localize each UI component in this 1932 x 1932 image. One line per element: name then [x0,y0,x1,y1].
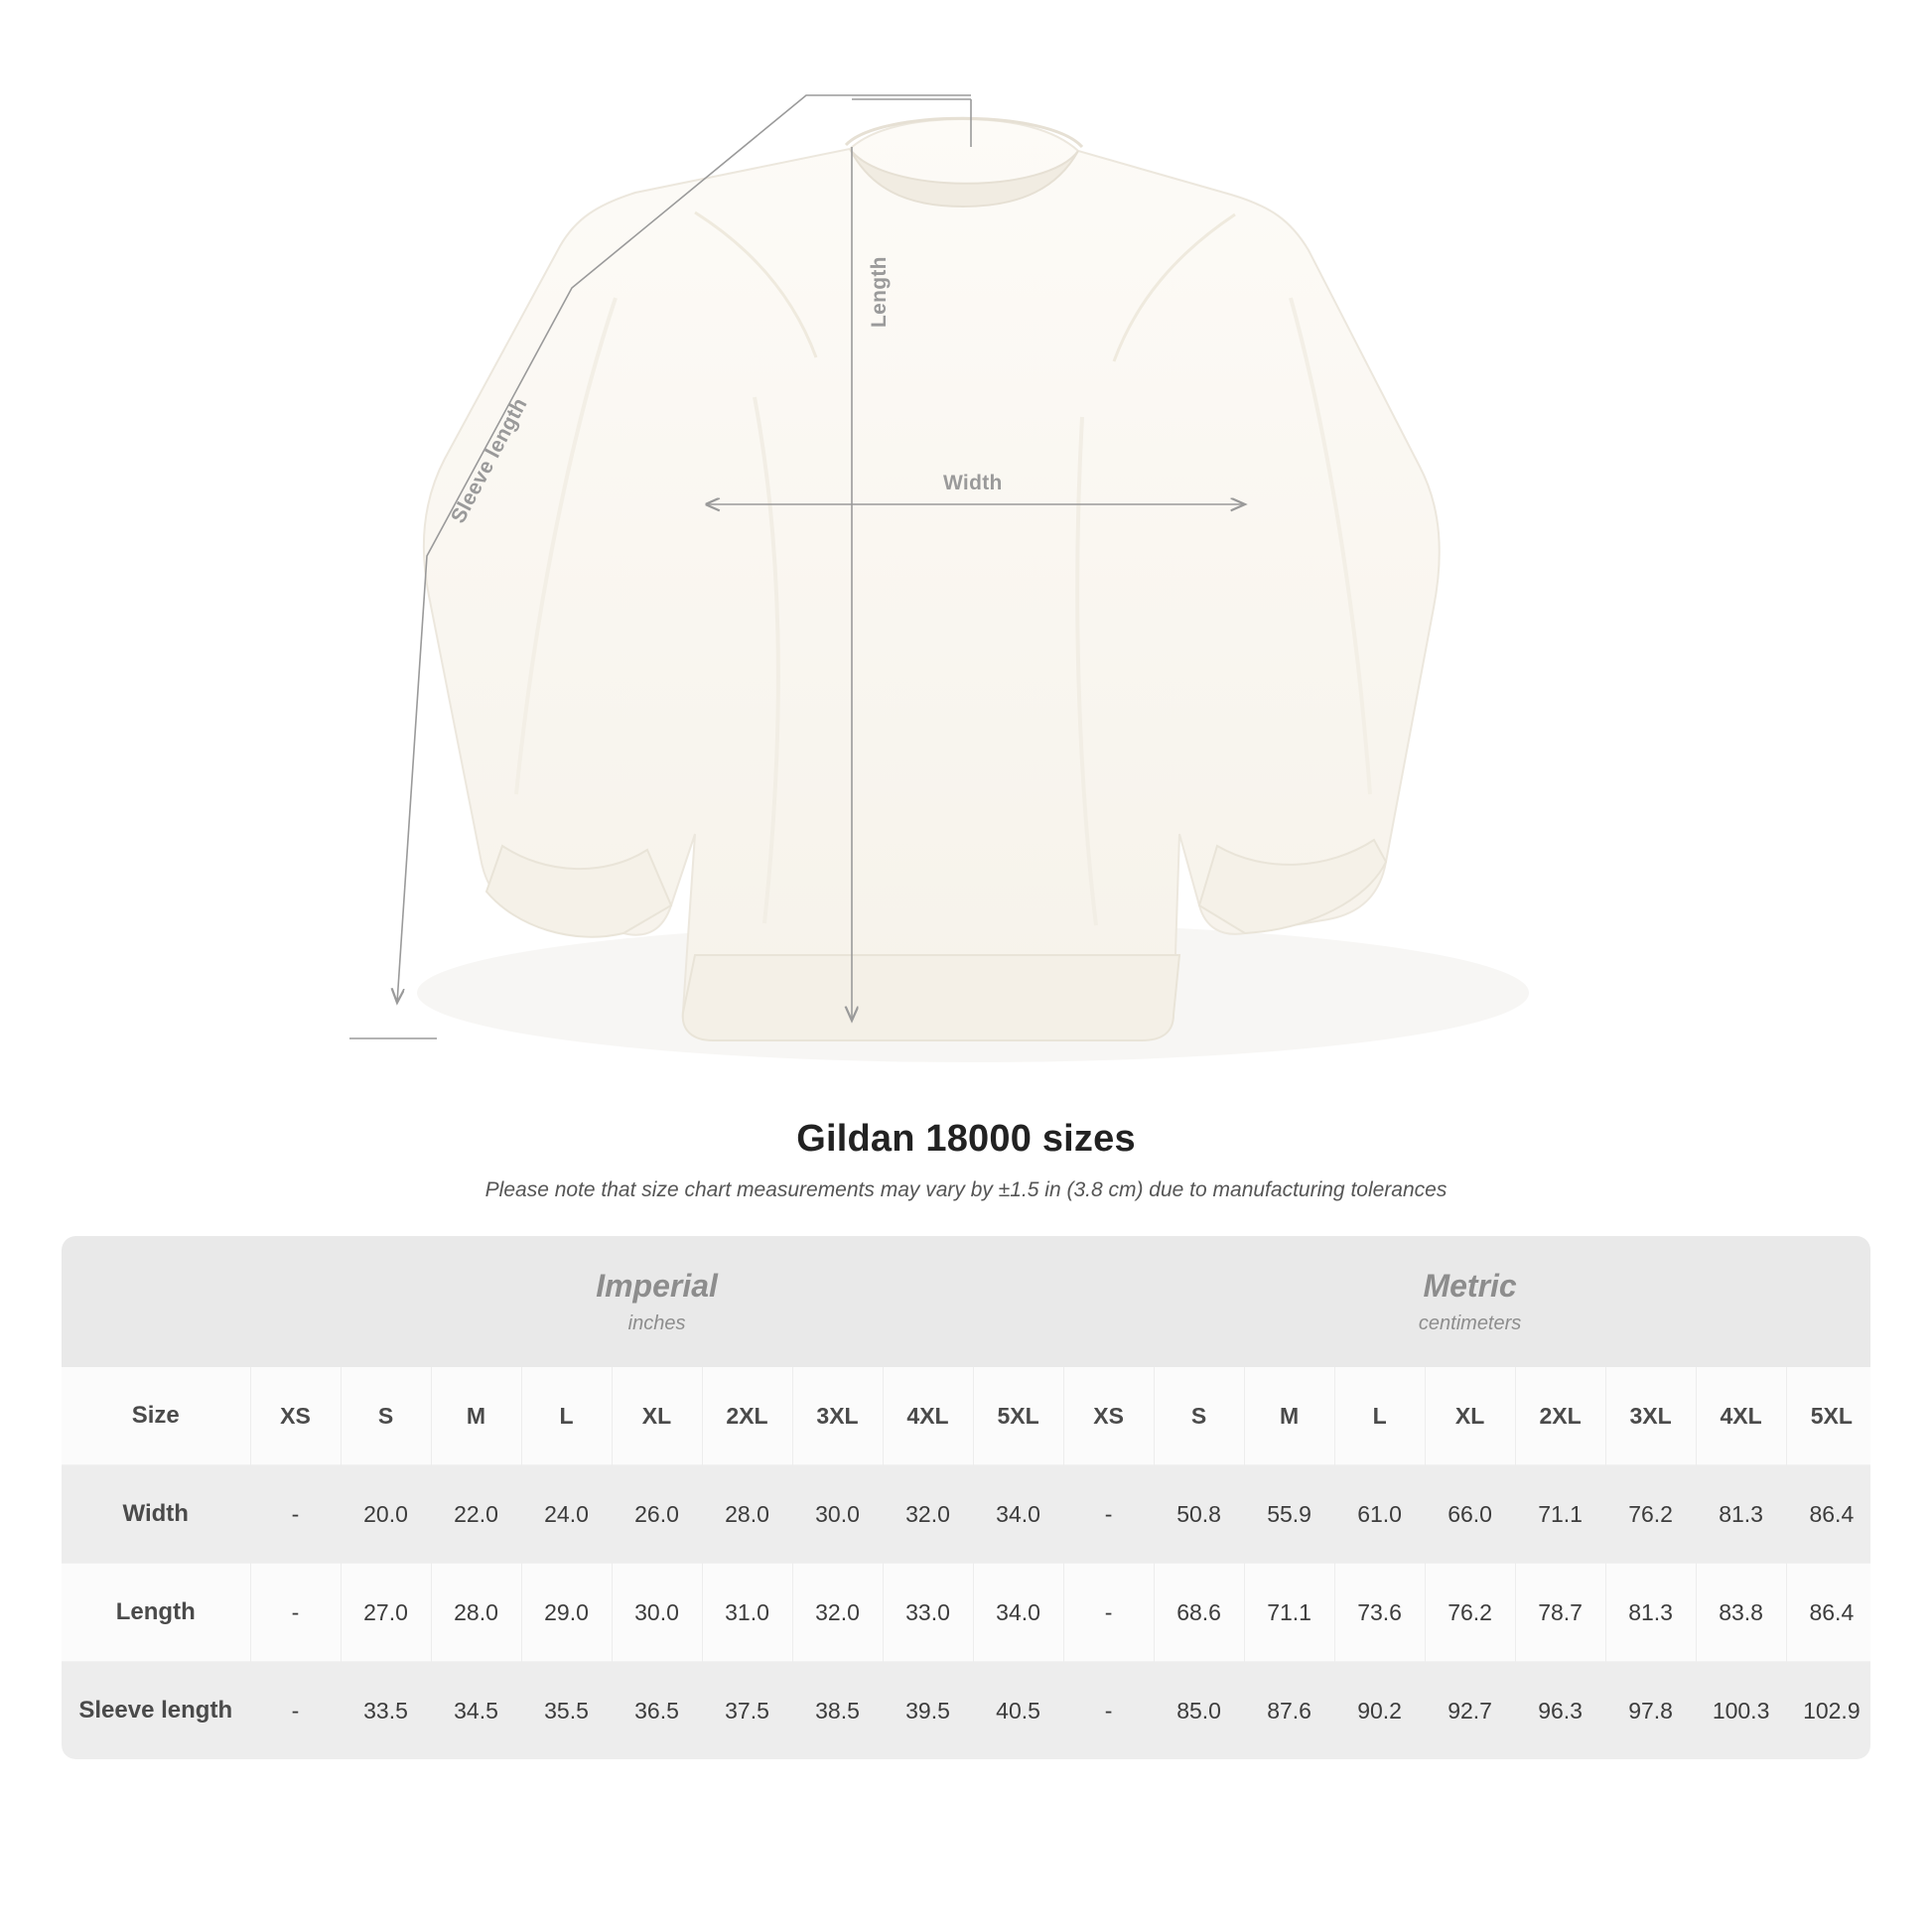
cell-width-10: 50.8 [1154,1465,1244,1564]
column-header-3xl-metric: 3XL [1605,1367,1696,1465]
cell-width-8: 34.0 [973,1465,1063,1564]
column-header-xs-imperial: XS [250,1367,341,1465]
cell-sleeve-6: 38.5 [792,1662,883,1760]
cell-length-7: 33.0 [883,1564,973,1662]
cell-sleeve-0: - [250,1662,341,1760]
unit-spacer [62,1236,250,1367]
unit-header-row [62,1236,1870,1367]
cell-sleeve-5: 37.5 [702,1662,792,1760]
cell-sleeve-8: 40.5 [973,1662,1063,1760]
cell-width-14: 71.1 [1515,1465,1605,1564]
cell-length-13: 76.2 [1425,1564,1515,1662]
table-header-row [62,1367,1870,1465]
column-header-s-imperial: S [341,1367,431,1465]
cell-length-17: 86.4 [1786,1564,1870,1662]
cell-length-5: 31.0 [702,1564,792,1662]
column-header-5xl-metric: 5XL [1786,1367,1870,1465]
column-header-xl-metric: XL [1425,1367,1515,1465]
column-header-l-metric: L [1334,1367,1425,1465]
table-row [62,1564,1870,1662]
cell-length-0: - [250,1564,341,1662]
row-label-sleeve-length: Sleeve length [62,1662,250,1760]
cell-length-12: 73.6 [1334,1564,1425,1662]
cell-width-13: 66.0 [1425,1465,1515,1564]
column-header-2xl-imperial: 2XL [702,1367,792,1465]
cell-length-16: 83.8 [1696,1564,1786,1662]
cell-sleeve-16: 100.3 [1696,1662,1786,1760]
row-label-width: Width [62,1465,250,1564]
cell-width-3: 24.0 [521,1465,612,1564]
column-header-size: Size [62,1367,250,1465]
column-header-m-metric: M [1244,1367,1334,1465]
cell-sleeve-11: 87.6 [1244,1662,1334,1760]
page-title: Gildan 18000 sizes [796,1118,1136,1160]
cell-sleeve-15: 97.8 [1605,1662,1696,1760]
cell-width-15: 76.2 [1605,1465,1696,1564]
cell-width-4: 26.0 [612,1465,702,1564]
cell-width-5: 28.0 [702,1465,792,1564]
cell-sleeve-4: 36.5 [612,1662,702,1760]
cell-sleeve-2: 34.5 [431,1662,521,1760]
cell-width-1: 20.0 [341,1465,431,1564]
cell-width-12: 61.0 [1334,1465,1425,1564]
size-table-wrapper [62,1236,1870,1759]
cell-sleeve-9: - [1063,1662,1154,1760]
cell-width-16: 81.3 [1696,1465,1786,1564]
unit-imperial-name: Imperial [596,1268,718,1304]
column-header-xs-metric: XS [1063,1367,1154,1465]
cell-width-7: 32.0 [883,1465,973,1564]
cell-width-17: 86.4 [1786,1465,1870,1564]
cell-sleeve-3: 35.5 [521,1662,612,1760]
cell-width-2: 22.0 [431,1465,521,1564]
cell-width-9: - [1063,1465,1154,1564]
column-header-2xl-metric: 2XL [1515,1367,1605,1465]
column-header-5xl-imperial: 5XL [973,1367,1063,1465]
table-row [62,1662,1870,1760]
cell-sleeve-12: 90.2 [1334,1662,1425,1760]
cell-sleeve-1: 33.5 [341,1662,431,1760]
cell-length-4: 30.0 [612,1564,702,1662]
cell-width-0: - [250,1465,341,1564]
cell-length-9: - [1063,1564,1154,1662]
cell-sleeve-10: 85.0 [1154,1662,1244,1760]
cell-length-8: 34.0 [973,1564,1063,1662]
cell-length-1: 27.0 [341,1564,431,1662]
table-row [62,1465,1870,1564]
cell-length-10: 68.6 [1154,1564,1244,1662]
cell-width-11: 55.9 [1244,1465,1334,1564]
cell-length-14: 78.7 [1515,1564,1605,1662]
column-header-3xl-imperial: 3XL [792,1367,883,1465]
unit-metric-sub: centimeters [1418,1312,1522,1334]
cell-sleeve-14: 96.3 [1515,1662,1605,1760]
cell-sleeve-17: 102.9 [1786,1662,1870,1760]
unit-group-metric [1063,1236,1870,1367]
title-block [0,1118,1932,1202]
sleeve-length-dimension-label: Sleeve length [447,394,532,527]
column-header-4xl-metric: 4XL [1696,1367,1786,1465]
column-header-s-metric: S [1154,1367,1244,1465]
column-header-xl-imperial: XL [612,1367,702,1465]
cell-width-6: 30.0 [792,1465,883,1564]
unit-group-imperial [250,1236,1063,1367]
unit-metric-name: Metric [1423,1268,1517,1304]
length-dimension-label: Length [868,256,891,328]
row-label-length: Length [62,1564,250,1662]
cell-length-3: 29.0 [521,1564,612,1662]
column-header-4xl-imperial: 4XL [883,1367,973,1465]
unit-imperial-sub: inches [627,1312,686,1334]
cell-sleeve-13: 92.7 [1425,1662,1515,1760]
cell-length-2: 28.0 [431,1564,521,1662]
width-dimension-label: Width [943,472,1003,494]
column-header-l-imperial: L [521,1367,612,1465]
column-header-m-imperial: M [431,1367,521,1465]
cell-length-6: 32.0 [792,1564,883,1662]
cell-length-15: 81.3 [1605,1564,1696,1662]
cell-sleeve-7: 39.5 [883,1662,973,1760]
size-table [62,1236,1870,1759]
tolerance-note: Please note that size chart measurements may vary by ±1.5 in (3.8 cm) due to manufacturing tolerances [484,1178,1448,1201]
cell-length-11: 71.1 [1244,1564,1334,1662]
